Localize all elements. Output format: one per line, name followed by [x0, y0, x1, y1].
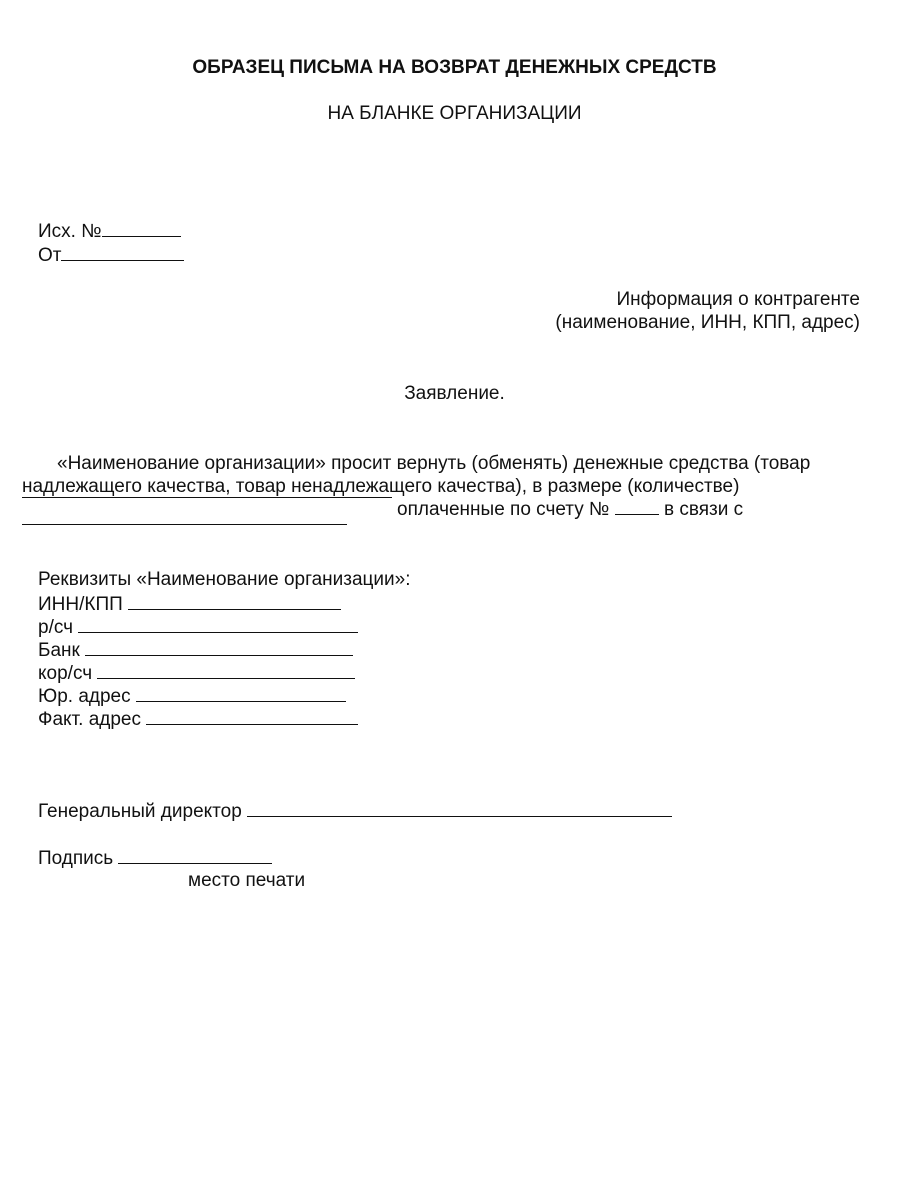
outgoing-number-label: Исх. №: [38, 221, 102, 242]
outgoing-date-label: От: [38, 245, 62, 266]
reason-label: в связи с: [663, 499, 744, 520]
director-row: [38, 799, 672, 823]
bank-blank: [85, 638, 353, 656]
inn-kpp-blank: [128, 592, 341, 610]
statement-line-3: [397, 497, 743, 521]
amount-blank: [22, 497, 392, 498]
requisite-actual-address: [38, 707, 358, 731]
requisite-account: [38, 615, 358, 639]
stamp-label: место печати: [188, 870, 306, 891]
outgoing-date-row: [38, 243, 184, 267]
legal-address-label: Юр. адрес: [38, 686, 131, 707]
recipient-block: [555, 288, 860, 334]
requisite-bank: [38, 638, 353, 662]
legal-address-blank: [136, 684, 346, 702]
reason-blank: [22, 524, 347, 525]
outgoing-number-row: [38, 219, 181, 243]
requisites-heading: Реквизиты «Наименование организации»:: [38, 569, 411, 590]
director-blank: [247, 799, 672, 817]
statement-heading: Заявление.: [404, 383, 505, 404]
signature-label: Подпись: [38, 848, 114, 869]
corr-account-blank: [97, 661, 355, 679]
statement-line-2: надлежащего качества, товар ненадлежащего качества), в размере (количестве): [22, 476, 740, 497]
requisite-corr-account: [38, 661, 355, 685]
statement-line-1: «Наименование организации» просит вернуть (обменять) денежные средства (товар: [57, 453, 811, 474]
document-subtitle: НА БЛАНКЕ ОРГАНИЗАЦИИ: [327, 103, 582, 124]
invoice-number-blank: [615, 497, 659, 515]
document-title: ОБРАЗЕЦ ПИСЬМА НА ВОЗВРАТ ДЕНЕЖНЫХ СРЕДСТВ: [192, 57, 717, 78]
outgoing-number-blank: [102, 219, 181, 237]
bank-label: Банк: [38, 640, 80, 661]
requisite-legal-address: [38, 684, 346, 708]
signature-blank: [118, 846, 272, 864]
actual-address-blank: [146, 707, 358, 725]
outgoing-date-blank: [61, 243, 184, 261]
corr-account-label: кор/сч: [38, 663, 93, 684]
requisite-inn-kpp: [38, 592, 341, 616]
invoice-label: оплаченные по счету №: [397, 499, 610, 520]
account-blank: [78, 615, 358, 633]
actual-address-label: Факт. адрес: [38, 709, 141, 730]
signature-row: [38, 846, 272, 870]
account-label: р/сч: [38, 617, 74, 638]
recipient-line-2: (наименование, ИНН, КПП, адрес): [555, 312, 860, 333]
recipient-line-1: Информация о контрагенте: [616, 289, 860, 310]
director-label: Генеральный директор: [38, 801, 242, 822]
inn-kpp-label: ИНН/КПП: [38, 594, 123, 615]
